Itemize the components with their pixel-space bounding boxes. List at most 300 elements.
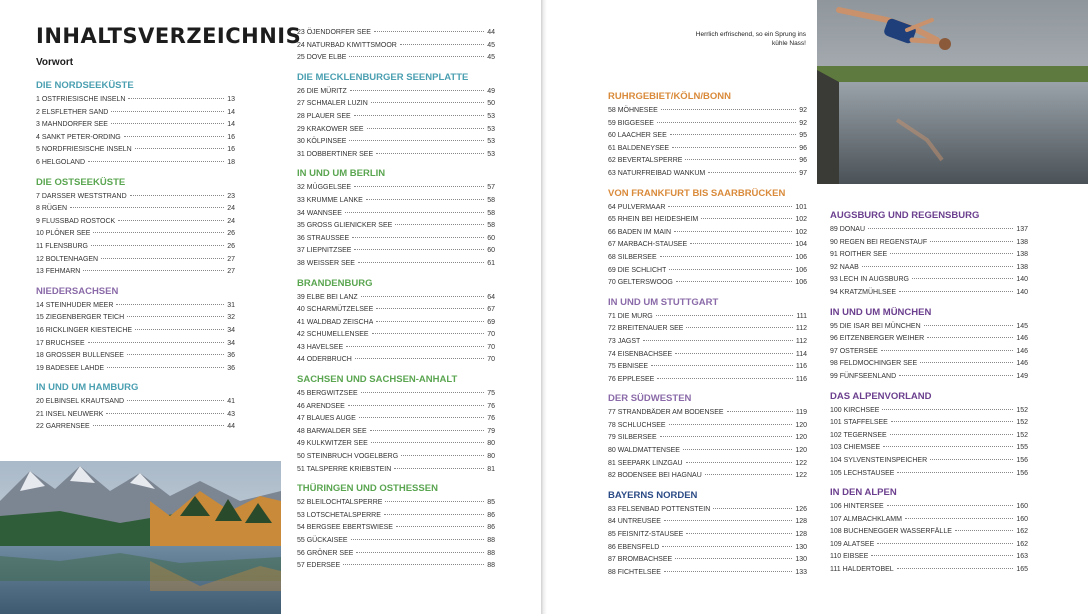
toc-entry[interactable] (297, 292, 495, 305)
leader-dots (662, 546, 792, 547)
toc-entry[interactable] (36, 338, 235, 351)
toc-entry[interactable] (830, 430, 1028, 443)
entry-label: 97 OSTERSEE (830, 347, 878, 355)
toc-entry[interactable] (297, 329, 495, 342)
leader-dots (349, 56, 484, 57)
leader-dots (127, 400, 224, 401)
entry-label: 62 BEVERTALSPERRE (608, 157, 683, 165)
entry-label: 19 BADESEE LAHDE (36, 364, 105, 372)
toc-entry[interactable] (608, 227, 807, 240)
entry-label: 108 BUCHENEGGER WASSERFÄLLE (830, 528, 952, 536)
toc-entry[interactable] (297, 560, 495, 573)
toc-entry[interactable] (830, 468, 1028, 481)
page-number: 163 (1016, 553, 1028, 561)
toc-entry[interactable] (608, 407, 807, 420)
page-number: 102 (795, 216, 807, 224)
toc-entry[interactable] (608, 168, 807, 181)
toc-entry[interactable] (608, 202, 807, 215)
leader-dots (366, 199, 484, 200)
entry-label: 36 STRAUSSEE (297, 234, 350, 242)
toc-entry[interactable] (36, 228, 235, 241)
leader-dots (127, 354, 224, 355)
entry-label: 110 EIBSEE (830, 553, 869, 561)
toc-entry[interactable] (608, 214, 807, 227)
entry-label: 83 FELSENBAD POTTENSTEIN (608, 505, 711, 513)
page-number: 152 (1016, 431, 1028, 439)
leader-dots (376, 153, 484, 154)
toc-entry[interactable] (297, 52, 495, 65)
section-title: IN UND UM STUTTGART (608, 296, 719, 308)
mountain-lake-photo (0, 461, 281, 614)
leader-dots (348, 405, 484, 406)
entry-label: 48 BARWALDER SEE (297, 427, 367, 435)
leader-dots (91, 245, 224, 246)
toc-entry[interactable] (608, 155, 807, 168)
page-number: 53 (487, 138, 495, 146)
toc-entry[interactable] (608, 349, 807, 362)
leader-dots (660, 256, 793, 257)
page-number: 146 (1016, 335, 1028, 343)
section-title: DIE OSTSEEKÜSTE (36, 176, 126, 188)
page-number: 86 (487, 511, 495, 519)
toc-entry[interactable] (830, 501, 1028, 514)
page-number: 67 (487, 306, 495, 314)
entry-label: 80 WALDMATTENSEE (608, 447, 680, 455)
toc-entry[interactable] (297, 548, 495, 561)
toc-entry[interactable] (608, 143, 807, 156)
toc-entry[interactable] (830, 237, 1028, 250)
leader-dots (343, 564, 484, 565)
toc-entry[interactable] (36, 396, 235, 409)
entry-label: 54 BERGSEE EBERTSWIESE (297, 524, 393, 532)
toc-entry[interactable] (297, 245, 495, 258)
toc-entry[interactable] (830, 405, 1028, 418)
section-title: SACHSEN UND SACHSEN-ANHALT (297, 374, 458, 386)
page-number: 76 (487, 402, 495, 410)
toc-section (830, 209, 1028, 300)
page-number: 92 (799, 107, 807, 114)
toc-entry[interactable] (36, 94, 235, 107)
toc-entry[interactable] (608, 445, 807, 458)
leader-dots (352, 237, 484, 238)
leader-dots (349, 140, 484, 141)
leader-dots (672, 147, 796, 148)
toc-entry[interactable] (830, 551, 1028, 564)
leader-dots (359, 417, 484, 418)
toc-entry[interactable] (36, 157, 235, 170)
toc-entry[interactable] (830, 224, 1028, 237)
page-number: 18 (227, 158, 235, 166)
toc-section (297, 482, 495, 573)
entry-label: 74 EISENBACHSEE (608, 350, 673, 358)
toc-section (36, 176, 235, 279)
leader-dots (116, 304, 224, 305)
toc-entry[interactable] (608, 516, 807, 529)
leader-dots (890, 434, 1014, 435)
page-number: 88 (487, 562, 495, 570)
leader-dots (367, 128, 485, 129)
toc-entry[interactable] (297, 510, 495, 523)
toc-entry[interactable] (830, 514, 1028, 527)
page-number: 26 (227, 230, 235, 238)
entry-label: 40 SCHARMÜTZELSEE (297, 306, 374, 314)
leader-dots (686, 462, 793, 463)
toc-entry[interactable] (830, 274, 1028, 287)
toc-entry[interactable] (297, 149, 495, 162)
toc-section (830, 306, 1028, 384)
page-number: 152 (1016, 406, 1028, 414)
toc-entry[interactable] (297, 354, 495, 367)
toc-entry[interactable] (36, 363, 235, 376)
page-number: 122 (795, 472, 807, 480)
page-number: 111 (796, 312, 807, 320)
toc-column-4 (830, 209, 1028, 583)
entry-label: 57 EDERSEE (297, 562, 341, 570)
toc-entry[interactable] (830, 526, 1028, 539)
toc-entry[interactable] (36, 409, 235, 422)
toc-entry[interactable] (36, 350, 235, 363)
leader-dots (135, 148, 225, 149)
toc-entry[interactable] (830, 371, 1028, 384)
page-number: 156 (1016, 469, 1028, 477)
toc-entry[interactable] (297, 426, 495, 439)
entry-label: 67 MARBACH-STAUSEE (608, 241, 688, 249)
toc-entry[interactable] (608, 504, 807, 517)
toc-entry[interactable] (830, 346, 1028, 359)
page-number: 43 (227, 410, 235, 418)
toc-entry[interactable] (36, 203, 235, 216)
toc-entry[interactable] (830, 564, 1028, 577)
leader-dots (351, 539, 485, 540)
entry-label: 89 DONAU (830, 226, 866, 233)
entry-label: 24 NATURBAD KIWITTSMOOR (297, 41, 397, 49)
toc-entry[interactable] (297, 233, 495, 246)
page-number: 130 (795, 556, 807, 564)
page-number: 13 (227, 96, 235, 103)
page-number: 85 (487, 499, 495, 507)
leader-dots (128, 98, 224, 99)
leader-dots (676, 281, 792, 282)
entry-label: 95 DIE ISAR BEI MÜNCHEN (830, 322, 921, 330)
entry-label: 60 LAACHER SEE (608, 132, 667, 140)
page-number: 70 (487, 356, 495, 364)
leader-dots (651, 365, 793, 366)
toc-entry[interactable] (830, 249, 1028, 262)
toc-entry[interactable] (297, 258, 495, 271)
leader-dots (686, 327, 792, 328)
toc-entry[interactable] (297, 98, 495, 111)
leader-dots (643, 340, 793, 341)
toc-entry[interactable] (36, 312, 235, 325)
toc-entry[interactable] (297, 124, 495, 137)
toc-entry[interactable] (297, 195, 495, 208)
leader-dots (882, 409, 1013, 410)
vorwort-entry[interactable]: Vorwort (36, 57, 74, 68)
page-number: 112 (795, 337, 807, 345)
entry-label: 2 ELSFLETHER SAND (36, 108, 109, 116)
toc-section (830, 486, 1028, 577)
entry-label: 3 MAHNDORFER SEE (36, 121, 108, 129)
toc-entry[interactable] (297, 304, 495, 317)
toc-entry[interactable] (830, 262, 1028, 275)
page-number: 49 (487, 87, 495, 95)
leader-dots (883, 446, 1013, 447)
caption-line-1: Herrlich erfrischend, so ein Sprung ins (695, 31, 806, 38)
toc-entry[interactable] (36, 254, 235, 267)
entry-label: 85 FEISNITZ-STAUSEE (608, 531, 684, 539)
entry-label: 81 SEEPARK LINZGAU (608, 459, 683, 467)
leader-dots (685, 159, 796, 160)
toc-entry[interactable] (830, 539, 1028, 552)
page-number: 112 (795, 325, 807, 333)
leader-dots (111, 123, 224, 124)
entry-label: 105 LECHSTAUSEE (830, 469, 895, 477)
toc-section (297, 373, 495, 476)
leader-dots (905, 518, 1013, 519)
toc-entry[interactable] (608, 323, 807, 336)
toc-section (608, 187, 807, 290)
toc-entry[interactable] (830, 442, 1028, 455)
leader-dots (675, 353, 793, 354)
leader-dots (361, 392, 485, 393)
entry-label: 82 BODENSEE BEI HAGNAU (608, 472, 702, 480)
page-number: 26 (227, 242, 235, 250)
leader-dots (350, 90, 484, 91)
page-number: 138 (1016, 263, 1028, 271)
toc-entry[interactable] (608, 361, 807, 374)
page-number: 130 (795, 543, 807, 551)
toc-entry[interactable] (830, 333, 1028, 346)
page-number: 24 (227, 205, 235, 213)
toc-entry[interactable] (608, 277, 807, 290)
section-title: DIE NORDSEEKÜSTE (36, 80, 134, 91)
toc-entry[interactable] (297, 401, 495, 414)
leader-dots (354, 249, 484, 250)
leader-dots (881, 350, 1013, 351)
entry-label: 44 ODERBRUCH (297, 356, 352, 364)
page-number: 114 (795, 350, 807, 358)
page-number: 88 (487, 537, 495, 544)
toc-entry[interactable] (36, 191, 235, 204)
leader-dots (127, 316, 224, 317)
leader-dots (361, 296, 485, 297)
page-number: 138 (1016, 251, 1028, 259)
entry-label: 15 ZIEGENBERGER TEICH (36, 314, 125, 322)
toc-entry[interactable] (830, 358, 1028, 371)
entry-label: 30 KÖLPINSEE (297, 138, 347, 146)
page-number: 152 (1016, 419, 1028, 427)
page-number: 70 (487, 343, 495, 351)
toc-entry[interactable] (297, 451, 495, 464)
entry-label: 73 JAGST (608, 337, 641, 345)
leader-dots (708, 172, 796, 173)
page-number: 58 (487, 209, 495, 217)
toc-entry[interactable] (608, 542, 807, 555)
entry-label: 46 ARENDSEE (297, 402, 345, 410)
toc-entry[interactable] (297, 182, 495, 195)
toc-entry[interactable] (36, 144, 235, 157)
toc-entry[interactable] (36, 421, 235, 434)
toc-entry[interactable] (297, 438, 495, 451)
toc-entry[interactable] (830, 287, 1028, 300)
left-page (0, 0, 541, 614)
toc-entry[interactable] (36, 325, 235, 338)
entry-label: 34 WANNSEE (297, 209, 342, 217)
leader-dots (890, 253, 1013, 254)
toc-entry[interactable] (36, 241, 235, 254)
entry-label: 61 BALDENEYSEE (608, 144, 670, 152)
leader-dots (660, 436, 793, 437)
entry-label: 52 BLEILOCHTALSPERRE (297, 499, 383, 507)
entry-label: 43 HAVELSEE (297, 343, 344, 351)
entry-label: 18 GROSSER BULLENSEE (36, 352, 124, 360)
toc-entry[interactable] (608, 336, 807, 349)
toc-entry[interactable] (830, 455, 1028, 468)
leader-dots (111, 111, 224, 112)
entry-label: 59 BIGGESEE (608, 119, 654, 127)
toc-entry[interactable] (608, 265, 807, 278)
toc-column-1 (36, 79, 235, 440)
leader-dots (130, 195, 225, 196)
toc-entry[interactable] (608, 239, 807, 252)
leader-dots (661, 109, 796, 110)
leader-dots (93, 425, 225, 426)
page-number: 14 (227, 108, 235, 116)
page-number: 61 (487, 259, 495, 267)
entry-label: 33 KRUMME LANKE (297, 196, 363, 204)
toc-entry[interactable] (608, 554, 807, 567)
leader-dots (668, 206, 792, 207)
page-number: 96 (799, 157, 807, 165)
toc-entry[interactable] (297, 27, 495, 40)
toc-section (830, 390, 1028, 481)
page-number: 36 (227, 352, 235, 360)
entry-label: 22 GARRENSEE (36, 423, 90, 431)
toc-entry[interactable] (608, 252, 807, 265)
toc-entry[interactable] (36, 216, 235, 229)
page-number: 128 (795, 518, 807, 526)
leader-dots (887, 505, 1014, 506)
entry-label: 38 WEISSER SEE (297, 259, 355, 267)
toc-section (608, 90, 807, 181)
leader-dots (686, 533, 792, 534)
toc-section (297, 27, 495, 65)
toc-entry[interactable] (608, 470, 807, 483)
page-number: 160 (1016, 503, 1028, 511)
toc-section (297, 277, 495, 368)
page-number: 116 (795, 375, 807, 383)
leader-dots (371, 442, 484, 443)
toc-entry[interactable] (297, 40, 495, 53)
toc-entry[interactable] (608, 118, 807, 131)
toc-entry[interactable] (297, 317, 495, 330)
toc-entry[interactable] (297, 535, 495, 548)
page-number: 76 (487, 415, 495, 423)
page-number: 16 (227, 146, 235, 154)
page-number: 16 (227, 133, 235, 141)
entry-label: 90 REGEN BEI REGENSTAUF (830, 238, 928, 246)
entry-label: 9 FLUSSBAD ROSTOCK (36, 217, 116, 225)
page-number: 32 (227, 314, 235, 322)
page-number: 137 (1016, 226, 1028, 233)
entry-label: 99 FÜNFSEENLAND (830, 372, 897, 380)
entry-label: 79 SILBERSEE (608, 434, 657, 442)
leader-dots (669, 424, 793, 425)
entry-label: 100 KIRCHSEE (830, 406, 880, 414)
section-title: AUGSBURG UND REGENSBURG (830, 210, 980, 221)
toc-entry[interactable] (297, 413, 495, 426)
leader-dots (354, 186, 484, 187)
toc-entry[interactable] (297, 208, 495, 221)
section-title: THÜRINGEN UND OSTHESSEN (297, 483, 438, 495)
entry-label: 12 BOLTENHAGEN (36, 255, 99, 263)
entry-label: 76 EPPLESEE (608, 375, 655, 383)
entry-label: 63 NATURFREIBAD WANKUM (608, 169, 706, 177)
entry-label: 98 FELDMOCHINGER SEE (830, 360, 918, 368)
toc-entry[interactable] (36, 132, 235, 145)
toc-entry[interactable] (297, 342, 495, 355)
toc-entry[interactable] (36, 107, 235, 120)
toc-entry[interactable] (608, 458, 807, 471)
toc-entry[interactable] (297, 111, 495, 124)
toc-entry[interactable] (830, 321, 1028, 334)
entry-label: 77 STRANDBÄDER AM BODENSEE (608, 409, 724, 417)
toc-entry[interactable] (608, 130, 807, 143)
leader-dots (897, 472, 1013, 473)
leader-dots (370, 430, 485, 431)
toc-entry[interactable] (608, 311, 807, 324)
entry-label: 5 NORDFRIESISCHE INSELN (36, 146, 132, 154)
entry-label: 28 PLAUER SEE (297, 112, 351, 120)
toc-entry[interactable] (297, 136, 495, 149)
page-number: 53 (487, 150, 495, 158)
toc-entry[interactable] (608, 105, 807, 118)
leader-dots (669, 269, 792, 270)
toc-entry[interactable] (608, 432, 807, 445)
toc-entry[interactable] (297, 464, 495, 477)
toc-entry[interactable] (36, 300, 235, 313)
toc-entry[interactable] (297, 497, 495, 510)
toc-entry[interactable] (36, 119, 235, 132)
page-number: 36 (227, 364, 235, 372)
toc-entry[interactable] (297, 522, 495, 535)
toc-entry[interactable] (36, 266, 235, 279)
page-number: 79 (487, 427, 495, 435)
leader-dots (396, 526, 484, 527)
toc-entry[interactable] (830, 417, 1028, 430)
leader-dots (670, 134, 796, 135)
section-title: BAYERNS NORDEN (608, 489, 698, 501)
toc-entry[interactable] (608, 567, 807, 580)
leader-dots (355, 358, 484, 359)
toc-entry[interactable] (297, 86, 495, 99)
leader-dots (385, 501, 484, 502)
leader-dots (384, 514, 484, 515)
leader-dots (346, 346, 484, 347)
page-number: 138 (1016, 238, 1028, 246)
toc-entry[interactable] (297, 220, 495, 233)
page-number: 53 (487, 125, 495, 133)
toc-entry[interactable] (297, 388, 495, 401)
toc-entry[interactable] (608, 374, 807, 387)
toc-column-3 (608, 90, 807, 585)
diver-photo (817, 0, 1088, 184)
toc-entry[interactable] (608, 529, 807, 542)
entry-label: 71 DIE MURG (608, 312, 653, 320)
entry-label: 78 SCHLUCHSEE (608, 421, 666, 429)
page-number: 160 (1016, 515, 1028, 523)
toc-entry[interactable] (608, 420, 807, 433)
